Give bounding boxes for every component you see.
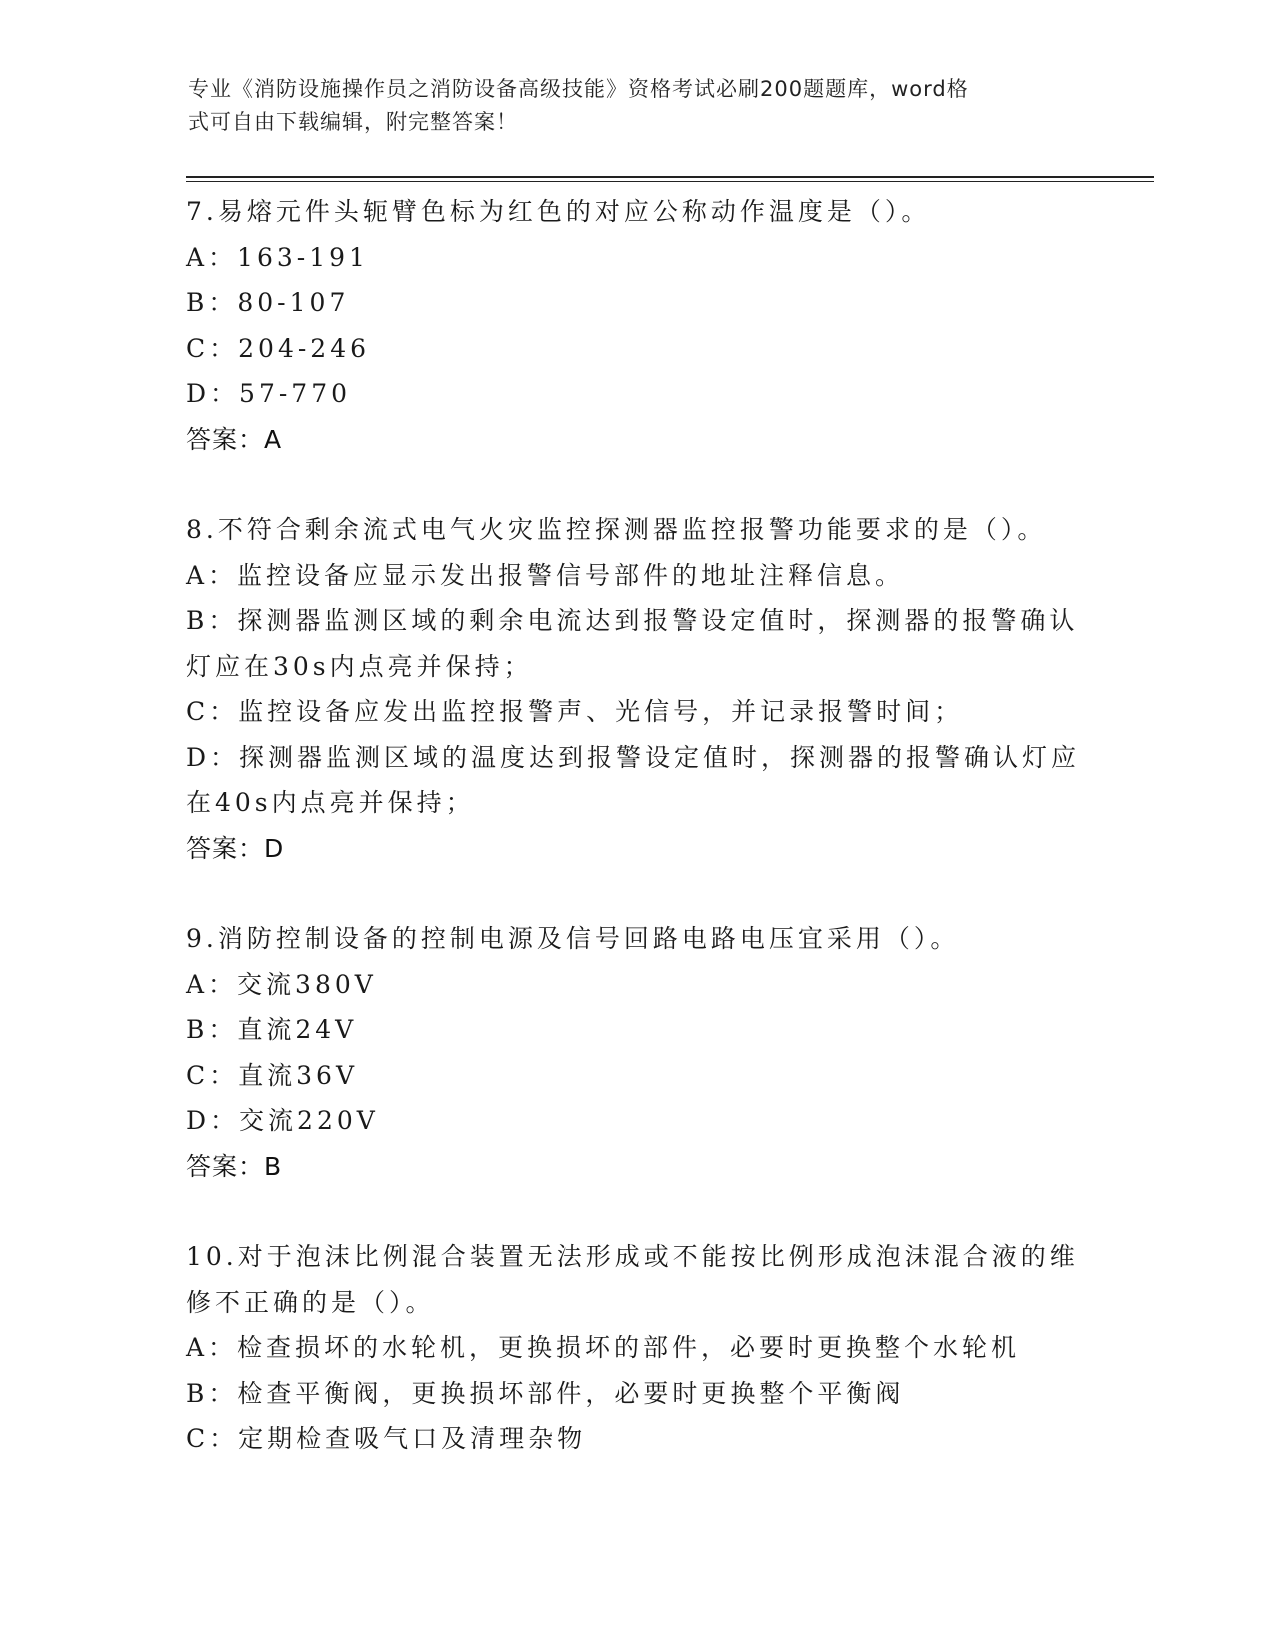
question-list (186, 189, 1086, 1507)
question-block (186, 507, 1086, 871)
header-line-1: 专业《消防设施操作员之消防设备高级技能》资格考试必刷200题题库，word格 (188, 77, 969, 101)
header-divider-thin (186, 181, 1154, 182)
question-block (186, 916, 1086, 1189)
question-stem: 7.易熔元件头轭臂色标为红色的对应公称动作温度是（）。 (186, 197, 931, 226)
answer-option: A：163-191 (186, 242, 369, 272)
answer-option: A：监控设备应显示发出报警信号部件的地址注释信息。 (186, 560, 905, 590)
correct-answer: 答案：B (186, 1151, 283, 1181)
answer-option: C：直流36V (186, 1060, 358, 1090)
question-block (186, 1234, 1086, 1462)
question-stem: 9.消防控制设备的控制电源及信号回路电路电压宜采用（）。 (186, 924, 960, 953)
question-stem: 10.对于泡沫比例混合装置无法形成或不能按比例形成泡沫混合液的维 (186, 1242, 1079, 1271)
answer-option: B：检查平衡阀，更换损坏部件，必要时更换整个平衡阀 (186, 1378, 905, 1408)
answer-option: A：检查损坏的水轮机，更换损坏的部件，必要时更换整个水轮机 (186, 1333, 1021, 1362)
answer-option: A：交流380V (186, 969, 377, 999)
question-stem: 修不正确的是（）。 (186, 1287, 435, 1317)
header-divider-thick (186, 176, 1154, 178)
document-header (188, 73, 1068, 139)
answer-option: D：57-770 (186, 379, 352, 408)
answer-option: C：204-246 (186, 333, 371, 363)
answer-option: 灯应在30s内点亮并保持； (186, 651, 533, 681)
answer-option: B：80-107 (186, 288, 350, 317)
answer-option: 在40s内点亮并保持； (186, 788, 475, 817)
question-block (186, 189, 1086, 462)
question-stem: 8.不符合剩余流式电气火灾监控探测器监控报警功能要求的是（）。 (186, 515, 1047, 544)
answer-option: B：直流24V (186, 1015, 358, 1044)
answer-option: B：探测器监测区域的剩余电流达到报警设定值时，探测器的报警确认 (186, 606, 1079, 635)
answer-option: D：探测器监测区域的温度达到报警设定值时，探测器的报警确认灯应 (186, 742, 1081, 772)
correct-answer: 答案：D (186, 833, 285, 863)
answer-option: C：监控设备应发出监控报警声、光信号，并记录报警时间； (186, 697, 964, 726)
correct-answer: 答案：A (186, 424, 283, 454)
header-line-2: 式可自由下载编辑，附完整答案！ (188, 110, 518, 134)
answer-option: D：交流220V (186, 1106, 379, 1135)
answer-option: C：定期检查吸气口及清理杂物 (186, 1424, 587, 1453)
